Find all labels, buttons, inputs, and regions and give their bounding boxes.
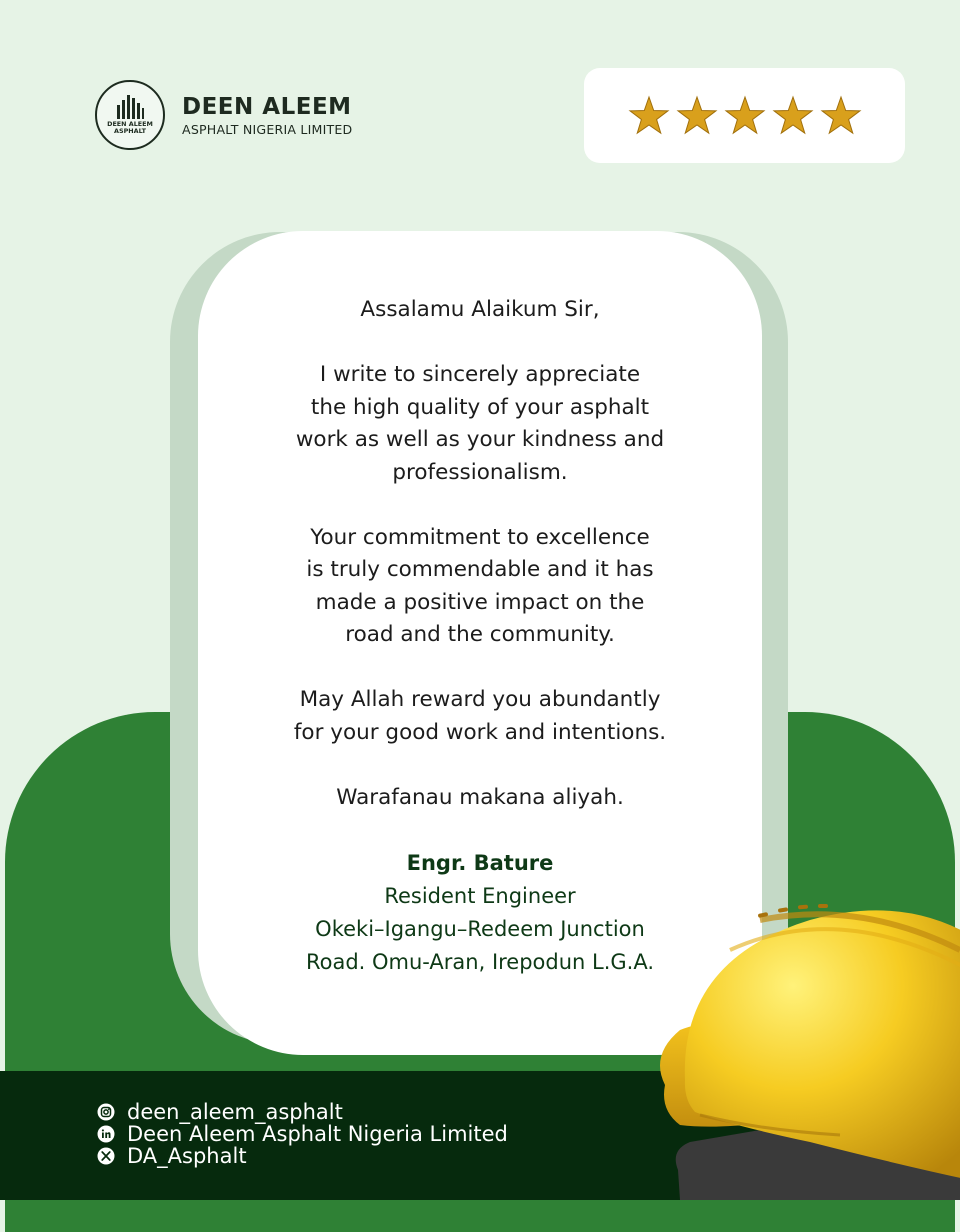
x-handle: DA_Asphalt [127,1144,247,1168]
logo-text-line1: DEEN ALEEM [107,119,153,128]
brand-subtitle: ASPHALT NIGERIA LIMITED [182,121,353,137]
testimonial-letter [198,294,762,979]
social-instagram[interactable] [97,1101,508,1123]
signature-location-line2: Road. Omu-Aran, Irepodun L.G.A. [305,949,655,974]
letter-paragraph-3: May Allah reward you abundantly for your good work and intentions. [293,687,667,745]
brand-header [95,80,352,150]
letter-paragraph-1: I write to sincerely appreciate the high quality of your asphalt work as well as your kindness and professionalism. [295,362,665,485]
star-icon [724,95,766,137]
linkedin-icon [97,1125,115,1143]
signature-name: Engr. Bature [406,850,554,875]
company-logo [95,80,165,150]
signature-location-line1: Okeki–Igangu–Redeem Junction [315,916,645,941]
star-icon [820,95,862,137]
star-icon [772,95,814,137]
social-linkedin[interactable] [97,1123,508,1145]
social-x[interactable] [97,1145,508,1167]
logo-text-line2: ASPHALT [114,127,146,135]
letter-paragraph-2: Your commitment to excellence is truly commendable and it has made a positive impact on the road and the community. [306,524,654,647]
star-icon [676,95,718,137]
hard-hat-image [640,880,960,1210]
letter-closing: Warafanau makana aliyah. [336,784,624,810]
x-icon [97,1147,115,1165]
rating-box [584,68,905,163]
star-rating [628,95,862,137]
linkedin-name: Deen Aleem Asphalt Nigeria Limited [127,1122,508,1146]
instagram-icon [97,1103,115,1121]
star-icon [628,95,670,137]
letter-greeting: Assalamu Alaikum Sir, [360,297,600,322]
signature-title: Resident Engineer [384,883,576,908]
social-links [97,1101,508,1167]
building-icon [115,95,145,119]
brand-name: DEEN ALEEM [182,93,352,120]
brand-text [182,94,352,137]
instagram-handle: deen_aleem_asphalt [127,1100,343,1124]
